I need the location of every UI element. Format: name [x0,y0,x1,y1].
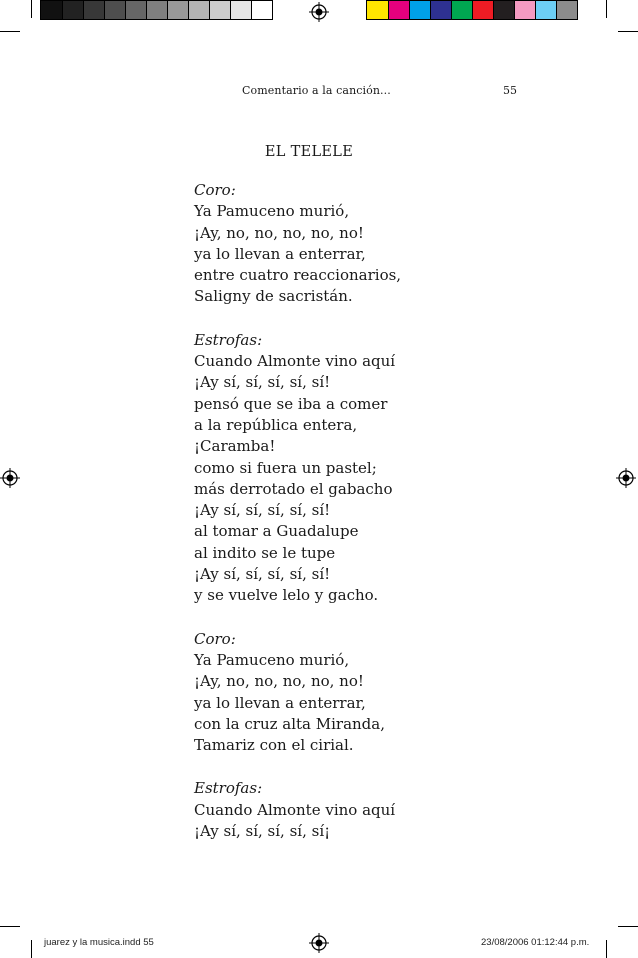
lyric-line: a la república entera, [194,415,358,434]
stanza-label: Estrofas: [194,779,263,798]
slug-timestamp: 23/08/2006 01:12:44 p.m. [481,937,590,948]
lyric-line: al indito se le tupe [194,543,336,562]
lyric-line: al tomar a Guadalupe [194,522,359,541]
lyric-line: Ya Pamuceno murió, [194,650,350,669]
crop-mark-bottom-right-h [618,926,638,927]
grayscale-swatch [188,1,209,19]
grayscale-swatch [62,1,83,19]
grayscale-swatch [230,1,251,19]
grayscale-swatch [104,1,125,19]
color-swatch [535,1,556,19]
page-number: 55 [503,84,517,97]
grayscale-bar [40,0,273,20]
color-swatch [514,1,535,19]
lyric-line: ¡Ay, no, no, no, no, no! [194,672,364,691]
stanza [194,330,494,607]
lyric-line: pensó que se iba a comer [194,394,388,413]
grayscale-swatch [167,1,188,19]
color-swatch [493,1,514,19]
crop-mark-top-left-v [31,0,32,18]
crop-mark-top-left-h [0,31,20,32]
lyric-line: ¡Ay sí, sí, sí, sí, sí! [194,373,331,392]
lyric-line: ¡Ay sí, sí, sí, sí, sí! [194,565,331,584]
crop-mark-bottom-left-h [0,926,20,927]
stanza [194,629,494,757]
crop-mark-top-right-v [606,0,607,18]
lyric-line: entre cuatro reaccionarios, [194,266,402,285]
lyric-line: y se vuelve lelo y gacho. [194,586,379,605]
color-swatch [451,1,472,19]
color-swatch [367,1,388,19]
lyric-line: Saligny de sacristán. [194,287,353,306]
lyric-line: más derrotado el gabacho [194,479,393,498]
lyric-line: ¡Caramba! [194,437,276,456]
grayscale-swatch [41,1,62,19]
lyric-line: Cuando Almonte vino aquí [194,352,396,371]
lyric-line: ¡Ay sí, sí, sí, sí, sí! [194,501,331,520]
lyric-line: como si fuera un pastel; [194,458,377,477]
lyric-line: ya lo llevan a enterrar, [194,693,366,712]
grayscale-swatch [251,1,272,19]
registration-mark-right-icon [616,468,636,488]
registration-mark-top-icon [309,2,329,22]
stanza-label: Coro: [194,181,236,199]
lyric-line: ¡Ay, no, no, no, no, no! [194,223,364,242]
color-swatch [430,1,451,19]
lyric-line: Cuando Almonte vino aquí [194,800,396,819]
lyric-line: Ya Pamuceno murió, [194,202,350,221]
lyric-line: ya lo llevan a enterrar, [194,244,366,263]
slug-file-name: juarez y la musica.indd 55 [44,937,154,948]
grayscale-swatch [83,1,104,19]
color-swatch [409,1,430,19]
song-lyrics [194,180,494,864]
grayscale-swatch [125,1,146,19]
color-bar [366,0,578,20]
lyric-line: con la cruz alta Miranda, [194,714,385,733]
stanza [194,778,494,842]
crop-mark-bottom-left-v [31,940,32,958]
grayscale-swatch [146,1,167,19]
crop-mark-top-right-h [618,31,638,32]
registration-mark-left-icon [0,468,20,488]
stanza-label: Estrofas: [194,330,263,349]
stanza-label: Coro: [194,629,236,648]
color-swatch [388,1,409,19]
lyric-line: ¡Ay sí, sí, sí, sí, sí¡ [194,822,331,841]
color-swatch [556,1,577,19]
stanza [194,180,494,308]
color-swatch [472,1,493,19]
grayscale-swatch [209,1,230,19]
song-title: EL TELELE [264,144,354,160]
registration-mark-bottom-icon [309,933,329,953]
lyric-line: Tamariz con el cirial. [194,736,354,755]
running-header-title: Comentario a la canción... [242,84,391,97]
crop-mark-bottom-right-v [606,940,607,958]
